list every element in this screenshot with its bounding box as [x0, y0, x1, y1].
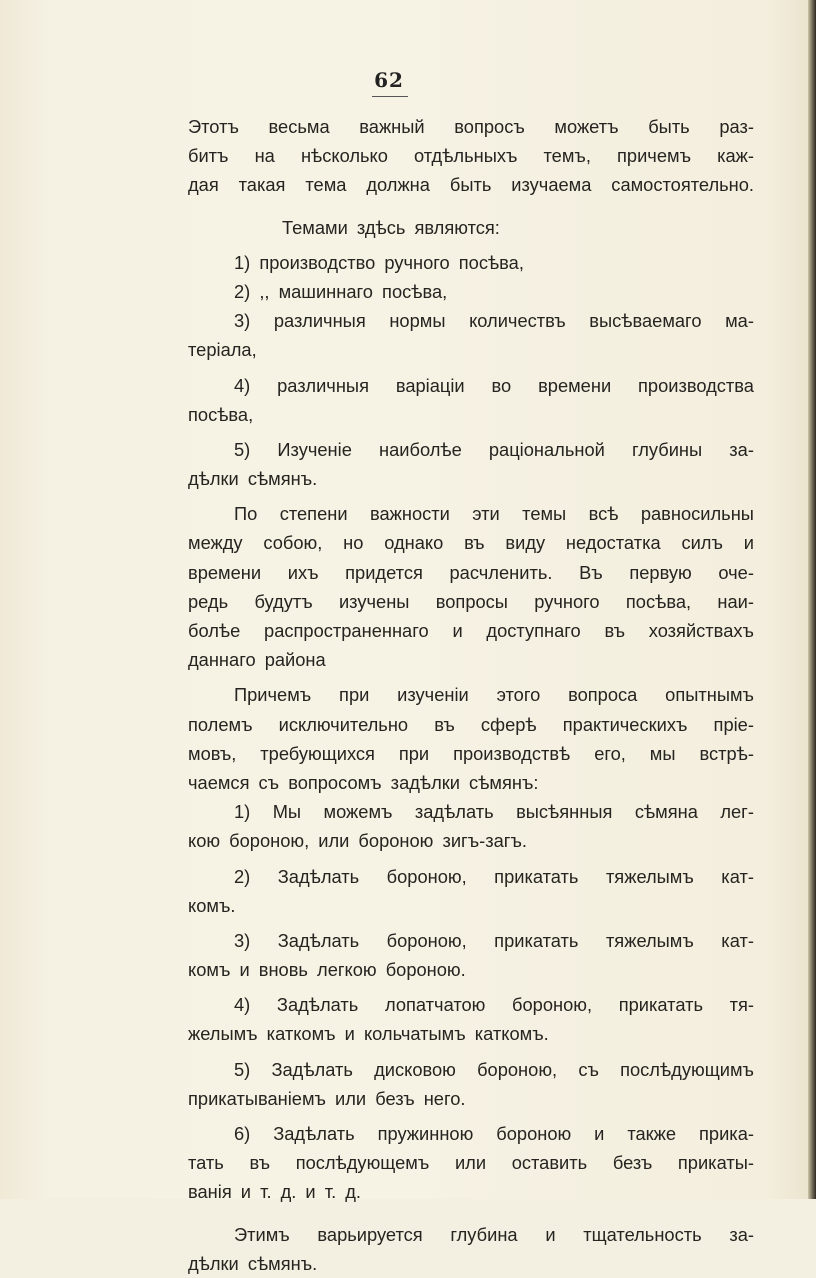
text-line: кою бороною, или бороною зигъ-загъ.	[188, 830, 527, 852]
text-line: 5) Задѣлать дисковою бороною, съ послѣдующимъ	[234, 1058, 754, 1080]
text-line: времени ихъ придется расчленить. Въ первую оче-	[188, 561, 754, 583]
text-line: даннаго района	[188, 649, 326, 671]
text-line: 4) различныя варіаціи во времени производства	[234, 374, 754, 396]
text-line: желымъ каткомъ и кольчатымъ каткомъ.	[188, 1023, 549, 1045]
text-line: теріала,	[188, 339, 257, 361]
body-text	[188, 112, 754, 1278]
text-line: 6) Задѣлать пружинною бороною и также прика-	[234, 1123, 754, 1144]
text-line: По степени важности эти темы всѣ равносильны	[234, 503, 754, 525]
text-line: 4) Задѣлать лопатчатою бороною, прикатать тя-	[234, 994, 754, 1016]
text-line: комъ и вновь легкою бороною.	[188, 959, 466, 981]
text-line: прикатываніемъ или безъ него.	[188, 1087, 466, 1109]
text-line: полемъ исключительно въ сферѣ практическихъ пріе-	[188, 713, 754, 735]
text-line: Этотъ весьма важный вопросъ можетъ быть раз-	[188, 116, 754, 137]
text-line: 2) Задѣлать бороною, прикатать тяжелымъ кат-	[234, 865, 754, 887]
page-edge-shadow	[808, 0, 816, 1199]
text-line: 3) Задѣлать бороною, прикатать тяжелымъ кат-	[234, 929, 754, 951]
text-line: 1) Мы можемъ задѣлать высѣянныя сѣмяна лег-	[234, 801, 754, 823]
text-line: мовъ, требующихся при производствѣ его, мы встрѣ-	[188, 742, 754, 764]
text-line: дая такая тема должна быть изучаема самостоятельно.	[188, 174, 754, 196]
text-line: тать въ послѣдующемъ или оставить безъ прикаты-	[188, 1152, 754, 1174]
text-line: дѣлки сѣмянъ.	[188, 1252, 318, 1274]
text-line: Этимъ варьируется глубина и тщательность за-	[234, 1223, 754, 1245]
text-line: ванія и т. д. и т. д.	[188, 1181, 361, 1203]
text-line: посѣва,	[188, 403, 254, 425]
page-number-rule	[372, 96, 408, 97]
text-line: дѣлки сѣмянъ.	[188, 468, 318, 490]
text-line: 3) различныя нормы количествъ высѣваемаго ма-	[234, 310, 754, 332]
text-line: между собою, но однако въ виду недостатка силъ и	[188, 532, 754, 554]
text-line: комъ.	[188, 894, 236, 916]
text-line: Причемъ при изученіи этого вопроса опытнымъ	[234, 684, 754, 706]
text-line: Темами здѣсь являются:	[282, 216, 500, 238]
text-line: битъ на нѣсколько отдѣльныхъ темъ, причемъ каж-	[188, 145, 754, 167]
page-number: 62	[374, 68, 404, 92]
text-line: 2) ,, машиннаго посѣва,	[234, 280, 448, 302]
text-line: 1) производство ручного посѣва,	[234, 251, 524, 273]
text-line: 5) Изученіе наиболѣе раціональной глубины за-	[234, 438, 754, 460]
text-line: чаемся съ вопросомъ задѣлки сѣмянъ:	[188, 771, 539, 793]
text-line: болѣе распространеннаго и доступнаго въ хозяйствахъ	[188, 620, 754, 641]
text-line: редь будутъ изучены вопросы ручного посѣва, наи-	[188, 590, 754, 612]
